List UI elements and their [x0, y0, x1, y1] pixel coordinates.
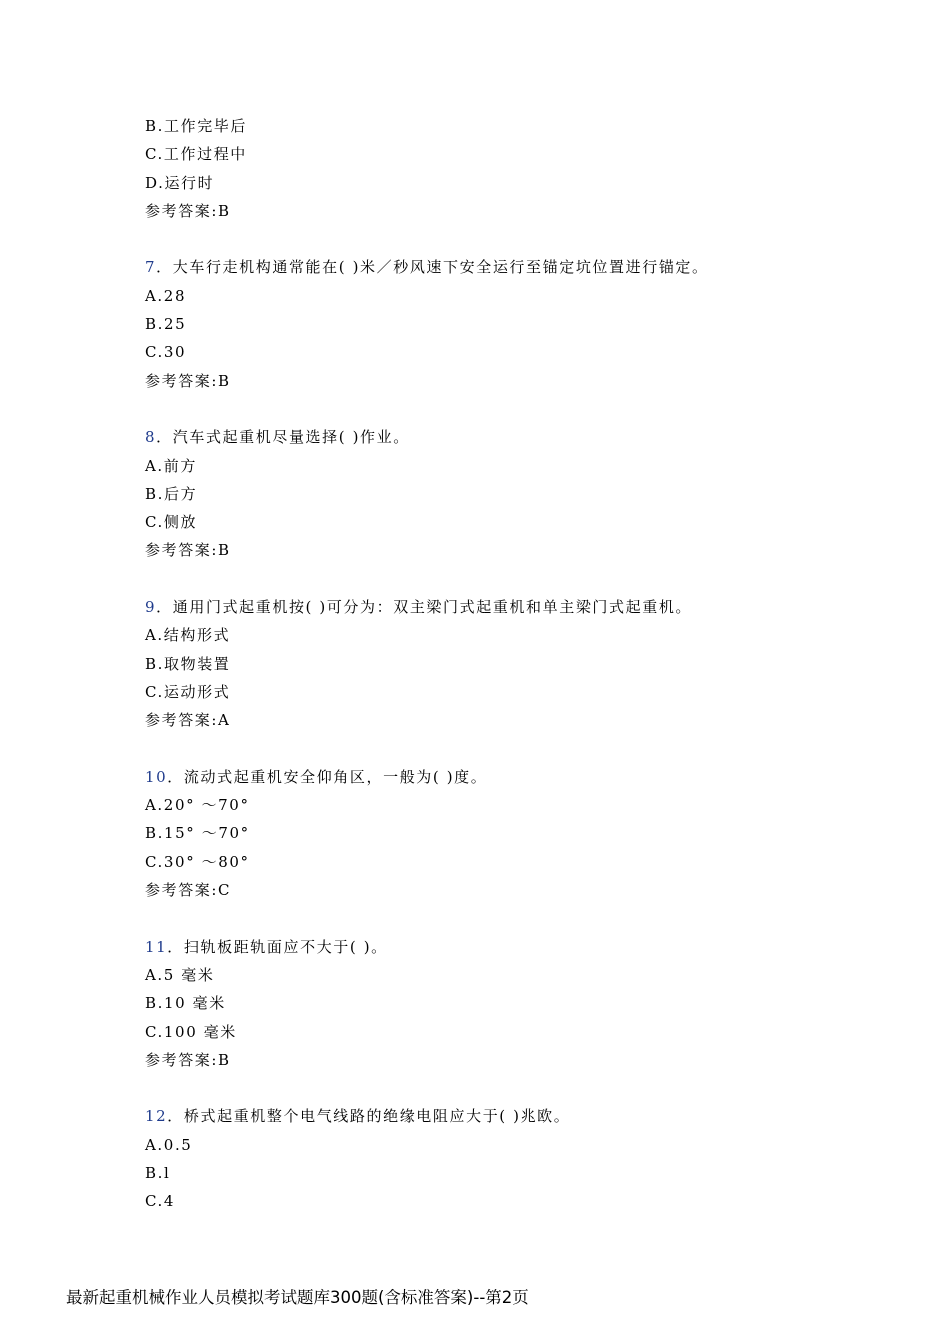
option-b: B.工作完毕后 — [145, 117, 247, 135]
reference-answer: 参考答案:B — [145, 201, 231, 220]
option-a: A.20° ～70° — [145, 796, 250, 815]
question-text: ．大车行走机构通常能在( )米／秒风速下安全运行至锚定坑位置进行锚定。 — [156, 258, 709, 277]
option-b: B.取物装置 — [145, 654, 231, 673]
option-a: A.0.5 — [145, 1135, 193, 1154]
spacer — [145, 395, 845, 423]
question-stem — [145, 423, 845, 451]
question-10 — [145, 763, 845, 904]
question-text: ．扫轨板距轨面应不大于( )。 — [167, 937, 388, 956]
spacer — [145, 565, 845, 593]
option-b: B.25 — [145, 315, 187, 334]
option-b: B.后方 — [145, 484, 198, 503]
option-c: C.工作过程中 — [145, 145, 247, 164]
question-text: ．流动式起重机安全仰角区，一般为( )度。 — [167, 767, 488, 786]
question-12 — [145, 1102, 845, 1215]
option-c: C.运动形式 — [145, 682, 231, 701]
question-9 — [145, 593, 845, 734]
option-a: A.5 毫米 — [145, 965, 215, 984]
question-8 — [145, 423, 845, 564]
spacer — [145, 225, 845, 253]
reference-answer: 参考答案:B — [145, 371, 231, 390]
question-stem — [145, 1102, 845, 1130]
option-a: A.结构形式 — [145, 626, 231, 645]
option-b: B.15° ～70° — [145, 824, 250, 843]
option-a: A.前方 — [145, 456, 198, 475]
question-number: 8 — [145, 428, 157, 447]
option-b: B.10 毫米 — [145, 994, 226, 1013]
page-footer: 最新起重机械作业人员模拟考试题库300题(含标准答案)--第2页 — [66, 1288, 529, 1307]
question-stem — [145, 933, 845, 961]
question-number: 9 — [145, 598, 157, 617]
question-text: ．桥式起重机整个电气线路的绝缘电阻应大于( )兆欧。 — [167, 1107, 571, 1126]
option-a: A.28 — [145, 286, 187, 305]
question-number: 12 — [145, 1107, 168, 1126]
option-c: C.100 毫米 — [145, 1022, 237, 1041]
option-c: C.30 — [145, 343, 187, 362]
option-c: C.4 — [145, 1192, 176, 1211]
question-7 — [145, 253, 845, 394]
reference-answer: 参考答案:B — [145, 541, 231, 560]
spacer — [145, 904, 845, 932]
question-stem — [145, 763, 845, 791]
option-d: D.运行时 — [145, 173, 215, 192]
question-number: 10 — [145, 767, 168, 786]
question-stem — [145, 593, 845, 621]
reference-answer: 参考答案:B — [145, 1050, 231, 1069]
option-c: C.侧放 — [145, 513, 198, 532]
question-stem — [145, 253, 845, 281]
spacer — [145, 1074, 845, 1102]
question-11 — [145, 933, 845, 1074]
question-number: 11 — [145, 937, 168, 956]
question-number: 7 — [145, 258, 157, 277]
option-c: C.30° ～80° — [145, 852, 250, 871]
question-text: ．通用门式起重机按( )可分为：双主梁门式起重机和单主梁门式起重机。 — [156, 598, 693, 617]
question-text: ．汽车式起重机尽量选择( )作业。 — [156, 428, 410, 447]
reference-answer: 参考答案:C — [145, 881, 232, 900]
question-list — [145, 112, 845, 1216]
spacer — [145, 735, 845, 763]
reference-answer: 参考答案:A — [145, 711, 231, 730]
option-b: B.l — [145, 1163, 171, 1182]
question-6-continuation — [145, 112, 845, 225]
